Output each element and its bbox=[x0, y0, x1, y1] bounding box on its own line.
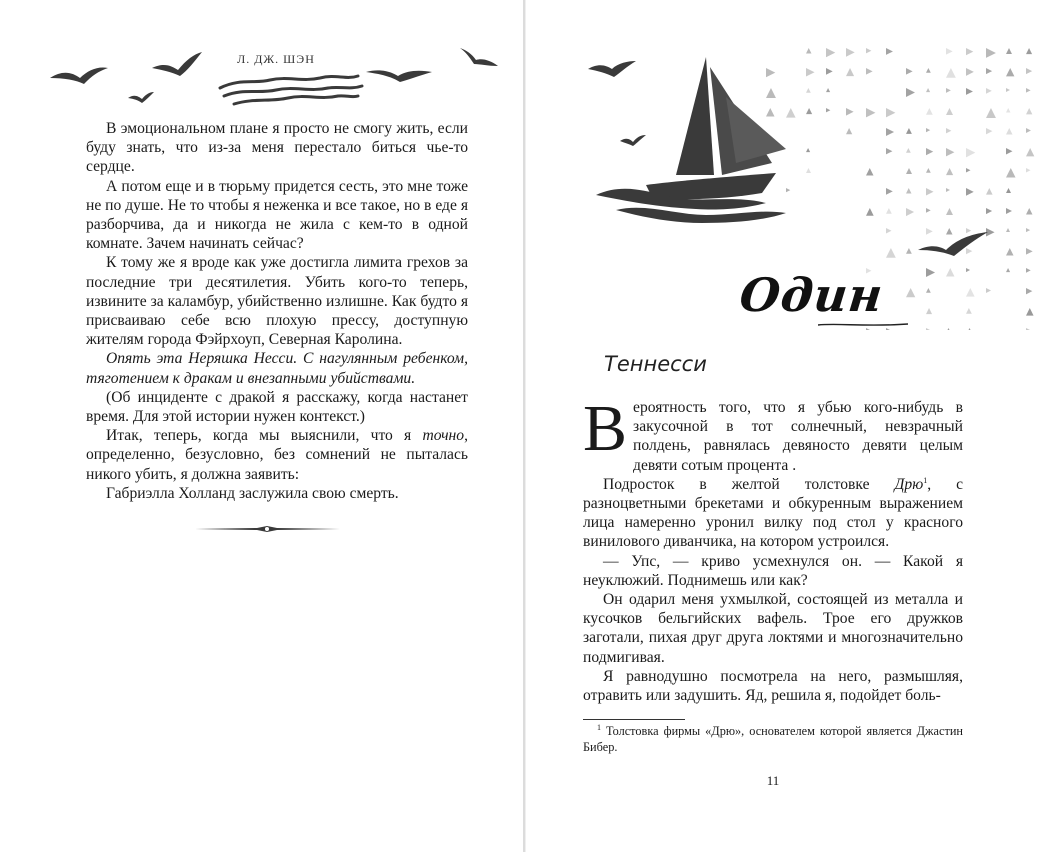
paragraph bbox=[583, 475, 963, 552]
chapter-title: Один bbox=[737, 268, 886, 322]
paragraph: Габриэлла Холланд заслужила свою смерть. bbox=[106, 484, 399, 502]
footnote-ref[interactable]: 1 bbox=[923, 475, 928, 485]
decorative-triangle bbox=[866, 208, 874, 216]
decorative-triangle bbox=[946, 88, 951, 93]
decorative-triangle bbox=[846, 68, 854, 76]
decorative-triangle bbox=[946, 208, 953, 215]
decorative-triangle bbox=[966, 68, 974, 76]
decorative-triangle bbox=[826, 48, 835, 57]
decorative-triangle bbox=[926, 128, 930, 132]
paragraph bbox=[86, 426, 468, 484]
decorative-triangle bbox=[986, 288, 991, 293]
seagull-icon bbox=[916, 228, 996, 262]
decorative-triangle bbox=[946, 168, 953, 175]
decorative-triangle bbox=[926, 208, 931, 213]
footnote-rule bbox=[583, 719, 685, 720]
decorative-triangle bbox=[886, 148, 892, 154]
decorative-triangle bbox=[826, 108, 830, 112]
decorative-triangle bbox=[1026, 108, 1032, 114]
decorative-triangle bbox=[886, 248, 896, 258]
decorative-triangle bbox=[946, 128, 951, 133]
decorative-triangle bbox=[926, 148, 933, 155]
decorative-triangle bbox=[906, 128, 912, 134]
decorative-triangle bbox=[1026, 48, 1032, 54]
decorative-triangle bbox=[1006, 248, 1014, 256]
decorative-triangle bbox=[906, 168, 912, 174]
decorative-triangle bbox=[906, 148, 911, 153]
decorative-triangle bbox=[886, 108, 895, 117]
text-run: ероятность того, что я убью кого-нибудь в закусочной в тот солнечный, невзрачный полдень, равнялась девяносто девяти целым девяти сотым процента . bbox=[633, 399, 963, 474]
paragraph: Он одарил меня ухмылкой, состоящей из металла и кусочков бельгийских вафель. Трое его дружков заготали, пихая друг друга локтями и многозначительно подмигивая. bbox=[583, 591, 963, 666]
decorative-triangle bbox=[1026, 88, 1031, 93]
decorative-triangle bbox=[1006, 188, 1011, 193]
decorative-triangle bbox=[946, 188, 950, 192]
decorative-triangle bbox=[906, 68, 913, 75]
decorative-triangle bbox=[1006, 48, 1012, 54]
paragraph: (Об инциденте с дракой я расскажу, когда настанет время. Для этой истории нужен контекст.) bbox=[86, 388, 468, 426]
decorative-triangle bbox=[986, 188, 993, 195]
decorative-triangle bbox=[946, 108, 953, 115]
sailboat-illustration bbox=[576, 45, 826, 230]
decorative-triangle bbox=[1006, 168, 1016, 178]
footnote-marker: 1 bbox=[597, 722, 601, 732]
decorative-triangle bbox=[946, 268, 954, 276]
decorative-triangle bbox=[946, 328, 951, 330]
decorative-triangle bbox=[826, 68, 833, 75]
decorative-triangle bbox=[886, 128, 894, 136]
decorative-triangle bbox=[1026, 328, 1033, 330]
decorative-triangle bbox=[1006, 208, 1012, 214]
decorative-triangle bbox=[926, 108, 933, 115]
decorative-triangle bbox=[966, 268, 970, 272]
decorative-triangle bbox=[926, 188, 934, 196]
decorative-triangle bbox=[866, 48, 871, 53]
decorative-triangle bbox=[946, 148, 954, 156]
paragraph: — Упс, — криво усмехнулся он. — Какой я неуклюжий. Поднимешь или как? bbox=[583, 552, 963, 589]
opening-paragraph bbox=[583, 392, 963, 475]
decorative-triangle bbox=[986, 68, 992, 74]
decorative-triangle bbox=[1026, 128, 1031, 133]
decorative-triangle bbox=[906, 88, 915, 97]
drop-cap: В bbox=[583, 392, 628, 465]
decorative-triangle bbox=[1026, 148, 1034, 156]
decorative-triangle bbox=[986, 208, 992, 214]
left-page bbox=[0, 0, 523, 852]
text-run: , определенно, безусловно, без сомнений не пыталась никого убить, я должна заявить: bbox=[86, 427, 468, 483]
decorative-triangle bbox=[926, 88, 930, 92]
decorative-triangle bbox=[966, 88, 973, 95]
running-head: Л. ДЖ. ШЭН bbox=[237, 52, 315, 66]
decorative-triangle bbox=[986, 128, 992, 134]
decorative-triangle bbox=[906, 188, 911, 193]
decorative-triangle bbox=[906, 208, 914, 216]
decorative-triangle bbox=[926, 168, 931, 173]
paragraph: К тому же я вроде как уже достигла лимита грехов за последние три десятилетия. Убить кого-то теперь, извините за каламбур, убийственно излишне. Как будто я присваиваю себе всю плохую прессу, доступную жителям города Фэйрхоуп, Северная Каролина. bbox=[86, 254, 468, 349]
decorative-triangle bbox=[966, 148, 975, 157]
decorative-triangle bbox=[886, 328, 891, 330]
decorative-triangle bbox=[1026, 168, 1031, 173]
decorative-triangle bbox=[1026, 308, 1034, 316]
decorative-triangle bbox=[1026, 208, 1032, 214]
decorative-triangle bbox=[846, 108, 854, 116]
decorative-triangle bbox=[1026, 68, 1032, 74]
decorative-triangle bbox=[1026, 228, 1030, 232]
decorative-triangle bbox=[1006, 268, 1010, 272]
footnote bbox=[583, 723, 963, 755]
chapter-location: Теннесси bbox=[604, 352, 707, 376]
decorative-triangle bbox=[926, 308, 932, 314]
decorative-triangle bbox=[966, 48, 973, 55]
decorative-triangle bbox=[886, 208, 892, 214]
text-run: , с разноцветными брекетами и обкуренным выражением лица намеренно уронил вилку под стол у красного винилового диванчика, на котором устроился. bbox=[583, 475, 963, 551]
decorative-triangle bbox=[1006, 108, 1010, 112]
decorative-triangle bbox=[1006, 228, 1010, 232]
decorative-triangle bbox=[846, 128, 852, 134]
paragraph: А потом еще и в тюрьму придется сесть, это мне тоже не по душе. Не то чтобы я неженка и все такое, но в еде я разборчива, да и никогда не жила с кем-то в одной комнате. Зачем начинать сейчас? bbox=[86, 177, 468, 253]
decorative-triangle bbox=[966, 328, 973, 330]
decorative-triangle bbox=[966, 308, 972, 314]
decorative-triangle bbox=[886, 188, 893, 195]
italic-quote: Опять эта Неряшка Несси. С нагулянным ребенком, тяготением к дракам и внезапными убийствами. bbox=[86, 350, 468, 387]
decorative-triangle bbox=[926, 268, 935, 277]
decorative-triangle bbox=[866, 68, 873, 75]
decorative-triangle bbox=[1026, 248, 1033, 255]
text-run: Подросток в желтой толстовке bbox=[603, 475, 895, 493]
decorative-triangle bbox=[866, 168, 874, 176]
decorative-triangle bbox=[846, 48, 855, 57]
decorative-triangle bbox=[906, 288, 915, 297]
decorative-triangle bbox=[1006, 148, 1012, 154]
decorative-triangle bbox=[926, 328, 931, 330]
decorative-triangle bbox=[1026, 288, 1032, 294]
decorative-triangle bbox=[886, 48, 893, 55]
emphasis: точно bbox=[422, 427, 465, 445]
footnote-text: Толстовка фирмы «Дрю», основателем которой является Джастин Бибер. bbox=[583, 724, 964, 754]
decorative-triangle bbox=[1006, 128, 1013, 135]
right-body-text bbox=[583, 392, 963, 705]
page-number: 11 bbox=[766, 773, 780, 788]
text-run: Итак, теперь, когда мы выяснили, что я bbox=[106, 427, 423, 445]
decorative-triangle bbox=[966, 188, 974, 196]
emphasis: Дрю bbox=[894, 475, 924, 493]
decorative-triangle bbox=[926, 288, 931, 293]
decorative-triangle bbox=[866, 328, 872, 330]
decorative-triangle bbox=[986, 88, 992, 94]
decorative-triangle bbox=[1006, 68, 1014, 76]
decorative-triangle bbox=[966, 288, 975, 297]
decorative-triangle bbox=[886, 228, 892, 234]
decorative-triangle bbox=[826, 88, 830, 92]
decorative-triangle bbox=[946, 68, 956, 78]
decorative-triangle bbox=[986, 48, 996, 58]
decorative-triangle bbox=[1026, 268, 1031, 273]
decorative-triangle bbox=[966, 168, 971, 173]
paragraph: В эмоциональном плане я просто не смогу жить, если буду знать, что из-за меня перестало биться чье-то сердце. bbox=[86, 120, 468, 176]
decorative-triangle bbox=[906, 248, 912, 254]
decorative-triangle bbox=[866, 108, 875, 117]
decorative-triangle bbox=[946, 48, 953, 55]
decorative-triangle bbox=[1006, 88, 1010, 92]
italic-paragraph bbox=[86, 349, 468, 387]
decorative-triangle bbox=[926, 68, 931, 73]
paragraph: Я равнодушно посмотрела на него, размышляя, отравить или задушить. Яд, решила я, подойдет боль- bbox=[583, 667, 963, 705]
left-body-text bbox=[86, 119, 468, 503]
section-end-ornament bbox=[195, 525, 340, 533]
chapter-rule bbox=[818, 322, 908, 328]
decorative-triangle bbox=[986, 108, 996, 118]
